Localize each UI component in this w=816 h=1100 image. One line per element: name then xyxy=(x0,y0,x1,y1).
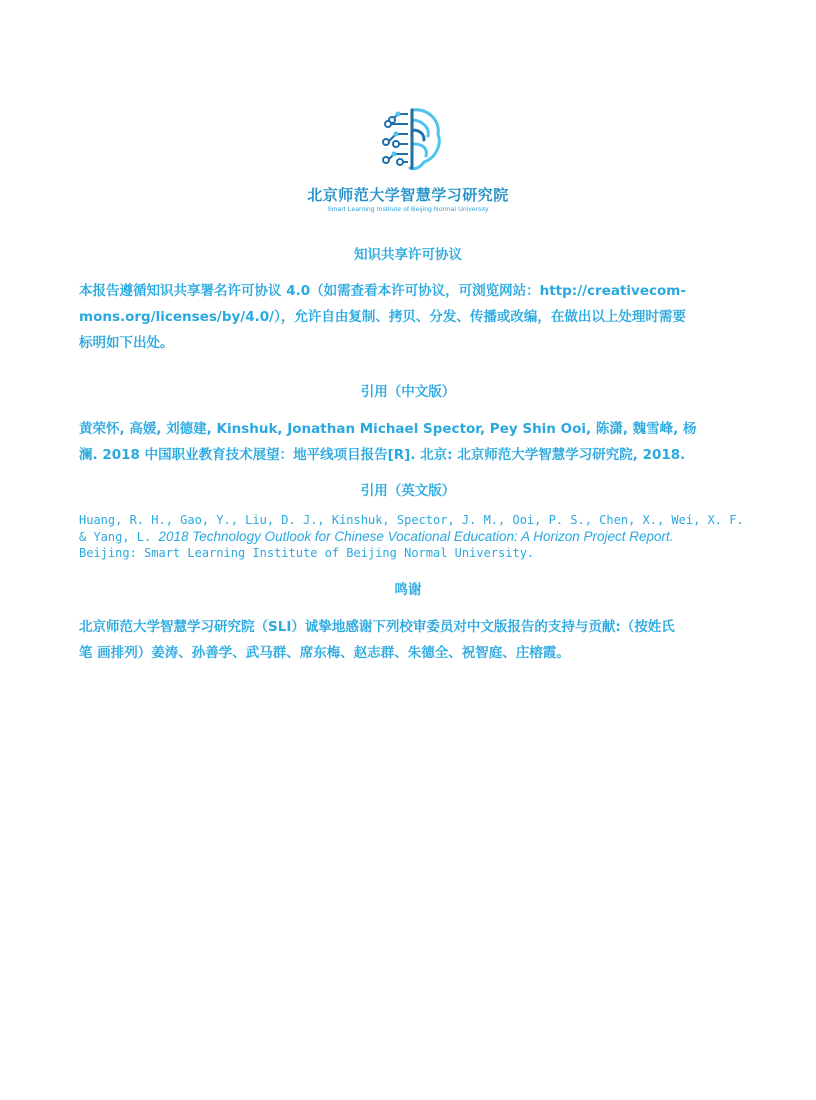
acknowledgement-paragraph xyxy=(79,614,739,666)
license-line: 标明如下出处。 xyxy=(79,335,174,351)
citation-en-title: 2018 Technology Outlook for Chinese Vocational Education: A Horizon Project Report. xyxy=(158,528,674,544)
citation-en-paragraph xyxy=(79,512,749,562)
license-paragraph xyxy=(79,278,739,356)
citation-en-line: Huang, R. H., Gao, Y., Liu, D. J., Kinshuk, Spector, J. M., Ooi, P. S., Chen, X., Wei, X. F. xyxy=(79,513,744,527)
citation-cn-line: 澜. 2018 中国职业教育技术展望：地平线项目报告[R]. 北京: 北京师范大学智慧学习研究院, 2018. xyxy=(79,447,686,463)
institute-name-cn: 北京师范大学智慧学习研究院 xyxy=(307,186,509,204)
acknowledgement-line: 笔 画排列）姜涛、孙善学、武马群、席东梅、赵志群、朱德全、祝智庭、庄榕霞。 xyxy=(79,645,570,661)
institute-logo xyxy=(0,100,816,213)
acknowledgement-line: 北京师范大学智慧学习研究院（SLI）诚挚地感谢下列校审委员对中文版报告的支持与贡献:（按姓氏 xyxy=(79,619,675,635)
brain-circuit-icon xyxy=(368,100,448,180)
acknowledgement-heading: 鸣谢 xyxy=(394,582,422,598)
institute-name-en: Smart Learning Institute of Beijing Normal University xyxy=(327,206,489,213)
citation-en-line: Beijing: Smart Learning Institute of Beijing Normal University. xyxy=(79,546,535,560)
license-line: 本报告遵循知识共享署名许可协议 4.0（如需查看本许可协议，可浏览网站：http://creativecom- xyxy=(79,283,686,299)
citation-en-authors-end: & Yang, L. xyxy=(79,529,159,544)
citation-cn-line: 黄荣怀, 高媛, 刘德建, Kinshuk, Jonathan Michael Spector, Pey Shin Ooi, 陈潇, 魏雪峰, 杨 xyxy=(79,421,697,437)
citation-cn-heading: 引用（中文版） xyxy=(360,384,456,400)
citation-cn-paragraph xyxy=(79,416,739,468)
citation-en-heading: 引用（英文版） xyxy=(360,483,456,499)
license-line: mons.org/licenses/by/4.0/），允许自由复制、拷贝、分发、传播或改编，在做出以上处理时需要 xyxy=(79,309,686,325)
license-heading: 知识共享许可协议 xyxy=(354,247,462,263)
citation-en-line xyxy=(79,529,749,546)
